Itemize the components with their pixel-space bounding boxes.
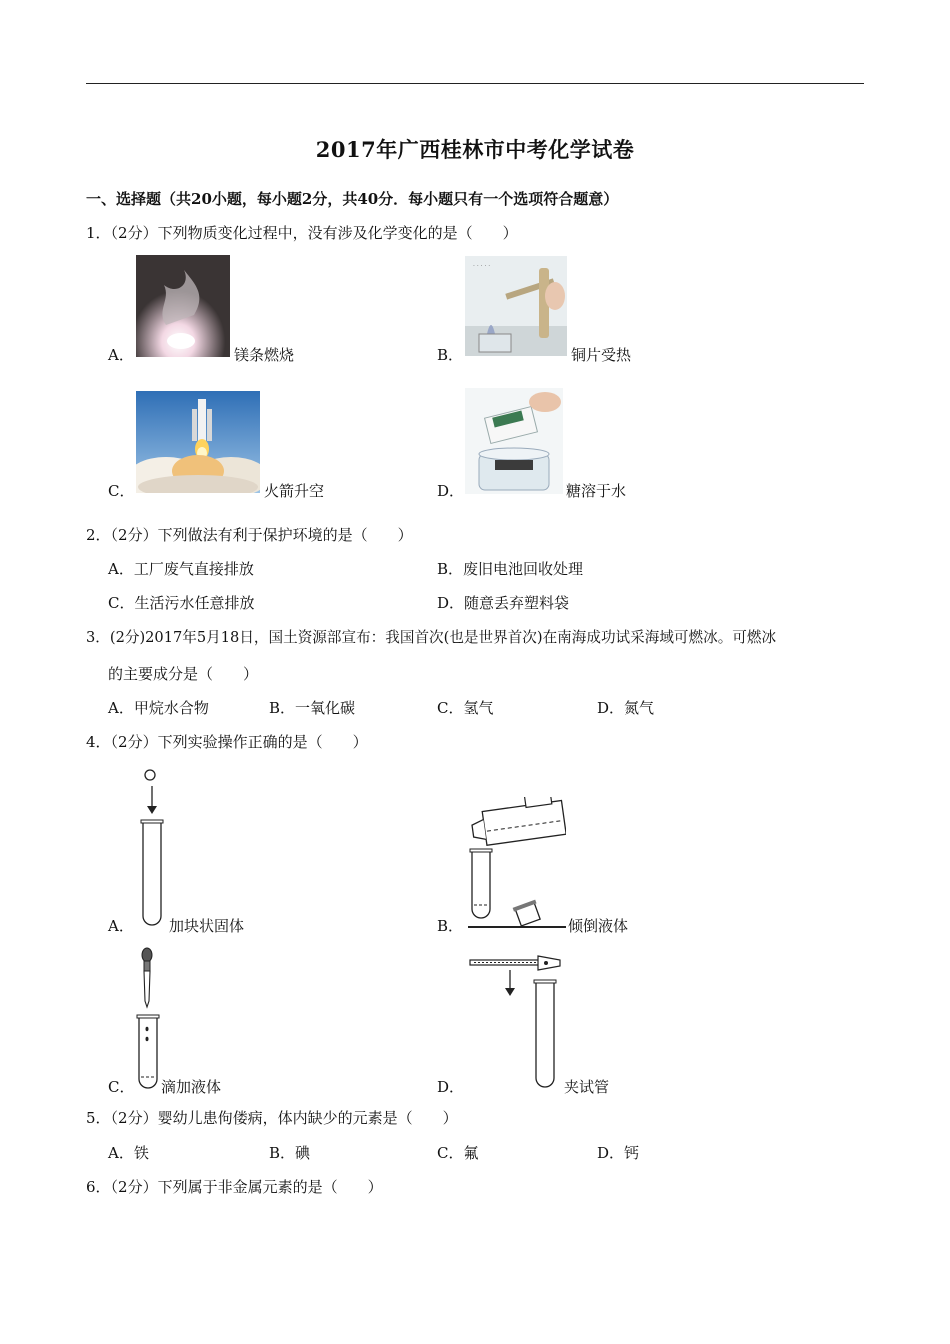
q5-option-c	[437, 1143, 479, 1163]
q2-option-d	[437, 593, 569, 613]
option-text: 工厂废气直接排放	[133, 560, 254, 578]
option-letter: B．	[269, 1144, 296, 1162]
question-3-stem-line2: 的主要成分是（ ）	[108, 665, 259, 683]
q4-option-c-letter: C．	[108, 1078, 135, 1096]
question-4-stem: 4．（2分）下列实验操作正确的是（ ）	[86, 733, 368, 751]
q2-option-b	[437, 559, 583, 579]
q3-option-c	[437, 698, 494, 718]
option-text: 废旧电池回收处理	[463, 560, 584, 578]
q1-option-a-letter: A．	[108, 346, 134, 364]
q4-option-a-letter: A．	[108, 917, 134, 935]
q4-option-a-text: 加块状固体	[169, 917, 245, 935]
option-text: 随意丢弃塑料袋	[464, 594, 570, 612]
q1-option-c-letter: C．	[108, 482, 135, 500]
section-heading: 一、选择题（共20小题，每小题2分，共40分．每小题只有一个选项符合题意）	[86, 190, 619, 208]
question-2-stem: 2．（2分）下列做法有利于保护环境的是（ ）	[86, 526, 413, 544]
q1-option-d-letter: D．	[437, 482, 465, 500]
q2-option-a	[108, 559, 254, 579]
option-letter: A．	[108, 560, 134, 578]
q1-option-d-text: 糖溶于水	[566, 482, 627, 500]
q1-option-b-letter: B．	[437, 346, 464, 364]
option-text: 生活污水任意排放	[134, 594, 255, 612]
q4-option-b-letter: B．	[437, 917, 464, 935]
option-text: 碘	[295, 1144, 311, 1162]
q5-option-a	[108, 1143, 149, 1163]
option-letter: D．	[597, 699, 625, 717]
header-rule	[86, 83, 864, 84]
q4-option-b-text: 倾倒液体	[568, 917, 629, 935]
option-text: 一氧化碳	[295, 699, 356, 717]
q4-option-a-image	[136, 764, 166, 930]
option-letter: B．	[437, 560, 464, 578]
question-3-stem-line1: 3．(2分)2017年5月18日，国土资源部宣布：我国首次(也是世界首次)在南海成功试采海域可燃冰。可燃冰	[86, 629, 777, 646]
option-text: 氢气	[463, 699, 494, 717]
q5-option-b	[269, 1143, 310, 1163]
option-text: 甲烷水合物	[133, 699, 209, 717]
q3-option-d	[597, 698, 654, 718]
option-letter: C．	[108, 594, 135, 612]
option-letter: B．	[269, 699, 296, 717]
option-letter: C．	[437, 699, 464, 717]
q1-option-a-image	[136, 255, 230, 357]
option-text: 氟	[463, 1144, 479, 1162]
q4-option-d-image	[468, 950, 564, 1092]
option-text: 钙	[624, 1144, 640, 1162]
option-letter: A．	[108, 699, 134, 717]
q1-option-c-text: 火箭升空	[264, 482, 325, 500]
q4-option-c-image	[134, 945, 162, 1091]
q4-option-b-image	[466, 797, 566, 937]
q3-option-a	[108, 698, 209, 718]
option-letter: C．	[437, 1144, 464, 1162]
q4-option-d-text: 夹试管	[564, 1078, 610, 1096]
question-1-stem: 1．（2分）下列物质变化过程中，没有涉及化学变化的是（ ）	[86, 224, 518, 242]
question-5-stem: 5．（2分）婴幼儿患佝偻病，体内缺少的元素是（ ）	[86, 1109, 458, 1127]
option-text: 铁	[133, 1144, 149, 1162]
q1-option-a-text: 镁条燃烧	[234, 346, 295, 364]
q4-option-d-letter: D．	[437, 1078, 465, 1096]
q5-option-d	[597, 1143, 639, 1163]
q3-option-b	[269, 698, 355, 718]
option-text: 氮气	[624, 699, 655, 717]
exam-title: 2017年广西桂林市中考化学试卷	[315, 137, 635, 162]
q1-option-b-text: 铜片受热	[571, 346, 632, 364]
svg-text:· · · · ·: · · · · ·	[473, 263, 491, 270]
option-letter: D．	[597, 1144, 625, 1162]
q4-option-c-text: 滴加液体	[161, 1078, 222, 1096]
q1-option-d-image	[465, 388, 563, 494]
q1-option-b-image	[465, 256, 567, 356]
question-6-stem: 6．（2分）下列属于非金属元素的是（ ）	[86, 1178, 383, 1196]
option-letter: D．	[437, 594, 465, 612]
option-letter: A．	[108, 1144, 134, 1162]
q1-option-c-image	[136, 391, 260, 493]
q2-option-c	[108, 593, 255, 613]
